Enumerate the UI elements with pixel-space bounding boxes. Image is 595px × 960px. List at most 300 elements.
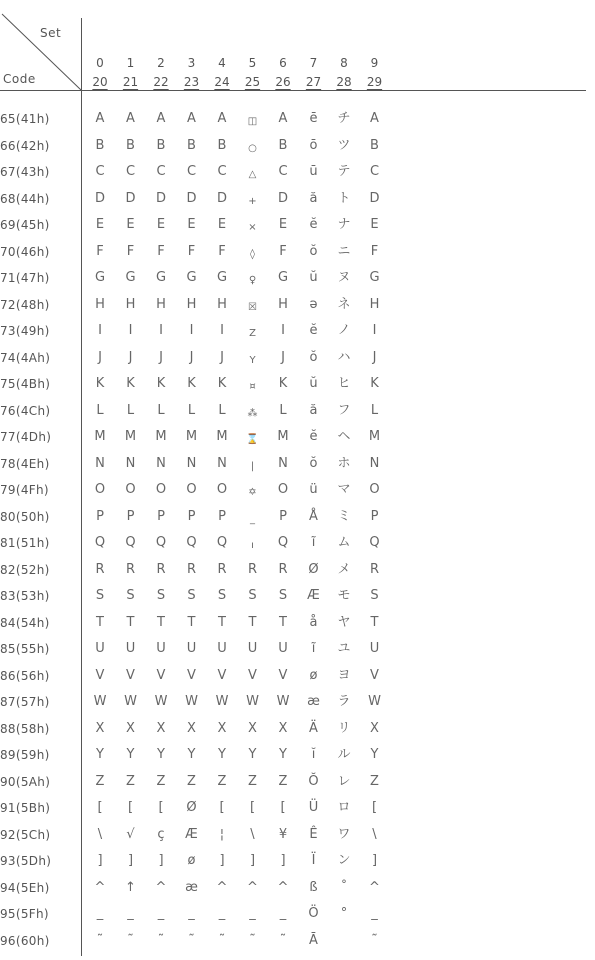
- table-cell: D: [216, 190, 227, 206]
- table-cell: R: [186, 561, 197, 577]
- table-cell: フ: [337, 402, 351, 418]
- table-cell: U: [217, 641, 227, 656]
- row-code-label: 92(5Ch): [0, 827, 51, 842]
- table-cell: ˚: [340, 879, 348, 895]
- table-cell: M: [216, 429, 228, 444]
- table-cell: S: [126, 588, 135, 603]
- column-header: [177, 52, 207, 90]
- table-cell: T: [96, 614, 104, 630]
- row-code-label: 75(4Bh): [0, 377, 51, 391]
- table-cell: ˜: [127, 932, 134, 948]
- table-cell: K: [126, 376, 135, 391]
- table-cell: ]: [97, 853, 103, 868]
- row-code-label: 96(60h): [0, 933, 50, 948]
- table-cell: N: [217, 455, 227, 471]
- table-cell: \: [372, 826, 377, 842]
- table-cell: F: [370, 243, 379, 259]
- table-cell: X: [248, 720, 257, 736]
- table-cell: [: [280, 800, 286, 815]
- table-cell: C: [217, 164, 227, 179]
- table-cell: ニ: [337, 243, 351, 259]
- table-cell: N: [125, 455, 136, 471]
- table-cell: H: [186, 296, 197, 312]
- table-cell: U: [95, 641, 105, 656]
- table-cell: [: [249, 800, 256, 815]
- table-cell: M: [185, 429, 198, 444]
- column-set-number: 1: [126, 56, 135, 70]
- table-cell: H: [156, 296, 166, 312]
- table-cell: X: [95, 720, 105, 736]
- row-code-label: 94(5Eh): [0, 880, 50, 895]
- table-cell: [: [158, 800, 164, 815]
- table-cell: ↑: [125, 879, 136, 895]
- table-cell: ハ: [337, 349, 351, 365]
- table-cell: J: [128, 349, 133, 365]
- table-cell: T: [187, 614, 196, 630]
- table-cell: F: [126, 243, 135, 259]
- table-cell: ĩ: [311, 641, 316, 656]
- table-cell: ホ: [337, 455, 351, 471]
- table-cell: K: [278, 376, 288, 391]
- table-cell: X: [126, 720, 135, 736]
- table-cell: U: [369, 641, 380, 656]
- table-cell: F: [218, 243, 226, 259]
- table-cell: V: [248, 667, 257, 683]
- table-cell: ミ: [337, 508, 351, 524]
- column-code-number: 23: [183, 75, 200, 89]
- table-cell: Q: [94, 535, 106, 550]
- table-cell: Z: [217, 773, 227, 789]
- table-cell: ŭ: [309, 270, 318, 285]
- table-cell: W: [124, 694, 137, 709]
- table-cell: H: [369, 296, 380, 312]
- table-cell: \: [97, 826, 103, 842]
- table-cell: W: [276, 694, 290, 709]
- table-cell: N: [278, 455, 288, 471]
- table-cell: G: [277, 270, 289, 285]
- table-cell: ˜: [188, 932, 195, 948]
- table-cell: _: [157, 906, 165, 921]
- row-code-label: 70(46h): [0, 244, 50, 259]
- table-cell: L: [370, 402, 379, 418]
- table-cell: L: [187, 402, 196, 418]
- row-code-label: 69(45h): [0, 218, 50, 232]
- table-cell: A: [370, 111, 379, 126]
- row-code-label: 89(59h): [0, 748, 50, 762]
- table-cell: V: [126, 667, 135, 683]
- table-cell: メ: [337, 561, 351, 577]
- table-cell: R: [125, 561, 136, 577]
- table-cell: ヤ: [337, 614, 351, 630]
- table-cell: ß: [309, 879, 318, 895]
- table-cell: G: [125, 270, 136, 285]
- table-cell: _: [218, 906, 226, 921]
- table-cell: A: [95, 111, 105, 126]
- table-cell: æ: [185, 879, 198, 895]
- table-cell: D: [277, 190, 288, 206]
- table-cell: Ê: [309, 826, 318, 842]
- table-cell: _: [188, 906, 195, 921]
- table-cell: ˜: [157, 932, 165, 948]
- table-cell: H: [125, 296, 136, 312]
- table-cell: ă: [309, 402, 318, 418]
- table-cell: F: [96, 243, 104, 259]
- table-cell: Y: [126, 747, 135, 762]
- row-code-label: 82(52h): [0, 562, 50, 577]
- table-cell: P: [96, 508, 104, 524]
- table-cell: E: [278, 217, 288, 232]
- row-code-label: 68(44h): [0, 191, 50, 206]
- column-code-number: 27: [305, 75, 322, 89]
- table-cell: ē: [309, 111, 318, 126]
- table-cell: ◊: [250, 248, 255, 260]
- table-cell: ◫: [247, 116, 258, 127]
- table-cell: K: [370, 376, 379, 391]
- table-cell: Ï: [311, 853, 316, 868]
- table-cell: _: [249, 906, 256, 921]
- table-cell: E: [187, 217, 196, 232]
- table-cell: L: [96, 402, 104, 418]
- table-cell: Z: [126, 773, 135, 789]
- table-cell: Q: [155, 535, 167, 550]
- table-cell: R: [247, 561, 258, 577]
- table-cell: V: [187, 667, 196, 683]
- table-cell: L: [157, 402, 165, 418]
- table-cell: ĕ: [309, 217, 318, 232]
- table-cell: ラ: [337, 694, 351, 709]
- row-code-label: 66(42h): [0, 138, 50, 153]
- table-cell: J: [220, 349, 224, 365]
- table-cell: ¤: [249, 381, 256, 392]
- table-cell: V: [370, 667, 379, 683]
- column-set-number: 8: [340, 56, 348, 70]
- table-cell: S: [187, 588, 196, 603]
- table-cell: U: [125, 641, 136, 656]
- table-cell: ¦: [219, 826, 225, 842]
- table-cell: K: [95, 376, 105, 391]
- table-cell: Ü: [308, 800, 319, 815]
- column-header: [360, 52, 390, 90]
- table-cell: J: [98, 349, 102, 365]
- column-header: [299, 52, 329, 90]
- row-code-label: 72(48h): [0, 297, 50, 312]
- table-cell: O: [216, 482, 228, 497]
- table-cell: ŏ: [309, 455, 318, 471]
- table-cell: A: [217, 111, 227, 126]
- row-code-label: 90(5Ah): [0, 774, 51, 789]
- table-cell: D: [186, 190, 197, 206]
- column-code-number: 28: [336, 75, 352, 89]
- row-code-label: 77(4Dh): [0, 430, 52, 444]
- table-cell: R: [278, 561, 288, 577]
- table-cell: P: [187, 508, 196, 524]
- table-cell: T: [370, 614, 379, 630]
- table-cell: ヒ: [337, 376, 351, 391]
- table-cell: T: [279, 614, 287, 630]
- table-cell: Y: [157, 747, 165, 762]
- table-cell: A: [187, 111, 196, 126]
- table-cell: J: [189, 349, 194, 365]
- table-cell: O: [277, 482, 289, 497]
- table-cell: Z: [187, 773, 196, 789]
- table-cell: I: [128, 323, 133, 338]
- table-cell: Z: [95, 773, 105, 789]
- table-cell: M: [124, 429, 137, 444]
- table-cell: H: [95, 296, 105, 312]
- table-cell: P: [370, 508, 379, 524]
- table-cell: ]: [371, 853, 378, 868]
- column-header: [85, 52, 115, 90]
- table-cell: Ā: [309, 932, 318, 948]
- table-cell: ユ: [337, 641, 351, 656]
- table-cell: O: [125, 482, 136, 497]
- table-cell: W: [154, 694, 168, 709]
- table-cell: ワ: [337, 826, 351, 842]
- table-cell: _: [279, 906, 287, 921]
- column-set-number: 0: [96, 56, 104, 70]
- table-cell: Z: [156, 773, 166, 789]
- row-code-label: 95(5Fh): [0, 907, 49, 921]
- column-header: [329, 52, 359, 90]
- table-cell: U: [247, 641, 258, 656]
- table-cell: L: [218, 402, 226, 418]
- table-cell: ĭ: [311, 747, 316, 762]
- table-cell: S: [278, 588, 288, 603]
- table-cell: U: [186, 641, 197, 656]
- row-code-label: 93(5Dh): [0, 854, 52, 868]
- table-cell: N: [186, 455, 197, 471]
- table-cell: Y: [96, 747, 104, 762]
- column-header: [207, 52, 237, 90]
- table-cell: A: [126, 111, 135, 126]
- table-cell: \: [250, 826, 255, 842]
- table-cell: E: [217, 217, 227, 232]
- table-cell: ĩ: [311, 535, 316, 550]
- table-cell: E: [95, 217, 105, 232]
- table-cell: S: [248, 588, 257, 603]
- table-cell: E: [370, 217, 379, 232]
- table-cell: Q: [369, 535, 380, 550]
- column-header: [268, 52, 298, 90]
- table-cell: T: [248, 614, 257, 630]
- header-horizontal-rule: [0, 90, 586, 91]
- table-cell: K: [187, 376, 196, 391]
- table-cell: N: [95, 455, 105, 471]
- table-cell: U: [156, 641, 166, 656]
- column-header: [146, 52, 176, 90]
- table-cell: Y: [279, 747, 287, 762]
- table-cell: B: [217, 137, 227, 153]
- table-cell: Z: [278, 773, 288, 789]
- table-cell: ✡: [248, 487, 257, 498]
- table-cell: _: [371, 906, 378, 921]
- table-cell: S: [95, 588, 105, 603]
- table-cell: ト: [337, 190, 351, 206]
- table-cell: K: [156, 376, 166, 391]
- table-cell: W: [368, 694, 381, 709]
- table-cell: M: [155, 429, 167, 444]
- row-code-label: 78(4Eh): [0, 456, 50, 471]
- table-cell: ]: [219, 853, 225, 868]
- table-cell: I: [159, 323, 163, 338]
- table-cell: ]: [249, 853, 256, 868]
- row-code-label: 67(43h): [0, 165, 50, 179]
- table-cell: M: [277, 429, 289, 444]
- table-cell: V: [217, 667, 227, 683]
- table-cell: O: [186, 482, 197, 497]
- table-cell: ı: [251, 540, 254, 551]
- table-cell: ¥: [278, 826, 288, 842]
- table-cell: V: [95, 667, 105, 683]
- table-cell: G: [94, 270, 106, 285]
- table-cell: F: [187, 243, 196, 259]
- table-cell: C: [369, 164, 380, 179]
- table-cell: ⌛: [246, 434, 259, 445]
- table-cell: C: [186, 164, 197, 179]
- table-cell: ☒: [248, 301, 257, 313]
- table-cell: K: [217, 376, 227, 391]
- table-cell: S: [217, 588, 227, 603]
- table-cell: Z: [248, 773, 257, 789]
- table-cell: G: [186, 270, 197, 285]
- table-cell: ə: [309, 296, 318, 312]
- table-cell: √: [126, 826, 135, 842]
- table-cell: ナ: [337, 217, 351, 232]
- row-code-label: 79(4Fh): [0, 483, 49, 497]
- table-cell: レ: [337, 773, 351, 789]
- table-cell: Ø: [186, 800, 197, 815]
- table-cell: ø: [187, 853, 196, 868]
- table-cell: Q: [216, 535, 228, 550]
- table-cell: ˜: [96, 932, 104, 948]
- row-code-label: 74(4Ah): [0, 350, 51, 365]
- table-cell: ヨ: [337, 667, 351, 683]
- table-cell: D: [155, 190, 166, 206]
- table-cell: L: [279, 402, 287, 418]
- row-code-label: 85(55h): [0, 642, 50, 656]
- row-code-label: 65(41h): [0, 112, 50, 126]
- table-cell: E: [126, 217, 135, 232]
- table-cell: J: [281, 349, 285, 365]
- table-cell: Y: [249, 354, 256, 366]
- table-cell: ネ: [337, 296, 351, 312]
- table-cell: ×: [248, 222, 257, 233]
- table-cell: B: [156, 137, 166, 153]
- table-cell: X: [217, 720, 227, 736]
- table-cell: ĕ: [309, 323, 318, 338]
- table-cell: ]: [158, 853, 164, 868]
- table-cell: T: [126, 614, 135, 630]
- table-cell: F: [279, 243, 287, 259]
- table-cell: _: [96, 906, 104, 921]
- table-cell: ø: [309, 667, 318, 683]
- table-cell: ロ: [337, 800, 351, 815]
- column-set-number: 2: [157, 56, 165, 70]
- table-cell: ⁂: [247, 407, 258, 419]
- row-code-label: 73(49h): [0, 324, 50, 338]
- row-code-label: 83(53h): [0, 589, 50, 603]
- table-cell: [: [97, 800, 103, 815]
- table-cell: △: [248, 169, 257, 180]
- row-code-label: 80(50h): [0, 509, 50, 524]
- table-cell: V: [278, 667, 288, 683]
- table-cell: ˜: [249, 932, 256, 948]
- column-code-number: 24: [214, 75, 230, 89]
- table-cell: ^: [216, 879, 228, 895]
- header-vertical-rule: [81, 18, 82, 956]
- table-cell: I: [189, 323, 194, 338]
- table-cell: [: [127, 800, 134, 815]
- table-cell: Z: [370, 773, 379, 789]
- table-cell: B: [370, 137, 379, 153]
- table-cell: P: [157, 508, 165, 524]
- table-cell: ^: [155, 879, 167, 895]
- column-set-number: 3: [187, 56, 196, 70]
- table-cell: W: [185, 694, 198, 709]
- table-cell: V: [156, 667, 166, 683]
- set-header-label: Set: [40, 26, 62, 40]
- table-cell: O: [155, 482, 167, 497]
- table-cell: ノ: [337, 323, 351, 338]
- table-cell: Q: [277, 535, 289, 550]
- table-cell: X: [278, 720, 288, 736]
- column-set-number: 4: [218, 56, 226, 70]
- table-cell: ç: [157, 826, 165, 842]
- row-code-label: 86(56h): [0, 668, 50, 683]
- table-cell: I: [281, 323, 285, 338]
- table-cell: Y: [370, 747, 379, 762]
- row-code-label: 87(57h): [0, 695, 50, 709]
- table-cell: ĕ: [309, 429, 318, 444]
- table-cell: [: [371, 800, 378, 815]
- table-cell: ^: [369, 879, 380, 895]
- table-cell: J: [372, 349, 377, 365]
- table-cell: ン: [337, 853, 351, 868]
- table-cell: ル: [337, 747, 351, 762]
- column-set-number: 9: [370, 56, 379, 70]
- table-cell: W: [215, 694, 229, 709]
- table-cell: Æ: [185, 826, 198, 842]
- table-cell: B: [126, 137, 135, 153]
- table-cell: U: [278, 641, 288, 656]
- table-cell: I: [220, 323, 224, 338]
- table-cell: Ŏ: [308, 773, 319, 789]
- column-code-number: 25: [244, 75, 261, 89]
- table-cell: _: [127, 906, 134, 921]
- table-cell: ū: [309, 164, 318, 179]
- table-cell: +: [248, 195, 257, 207]
- table-cell: X: [370, 720, 379, 736]
- table-cell: I: [372, 323, 377, 338]
- table-cell: ŏ: [309, 349, 318, 365]
- table-cell: A: [156, 111, 166, 126]
- table-cell: ˜: [371, 932, 378, 948]
- column-set-number: 5: [248, 56, 257, 70]
- table-cell: ^: [94, 879, 106, 895]
- table-cell: æ: [307, 694, 320, 709]
- table-cell: _: [250, 513, 255, 525]
- table-cell: P: [218, 508, 226, 524]
- table-cell: Q: [186, 535, 197, 550]
- table-cell: H: [217, 296, 227, 312]
- row-code-label: 88(58h): [0, 721, 50, 736]
- table-cell: W: [246, 694, 259, 709]
- table-cell: Å: [309, 508, 318, 524]
- table-cell: X: [187, 720, 196, 736]
- table-cell: A: [278, 111, 288, 126]
- table-cell: C: [125, 164, 136, 179]
- table-cell: モ: [337, 588, 351, 603]
